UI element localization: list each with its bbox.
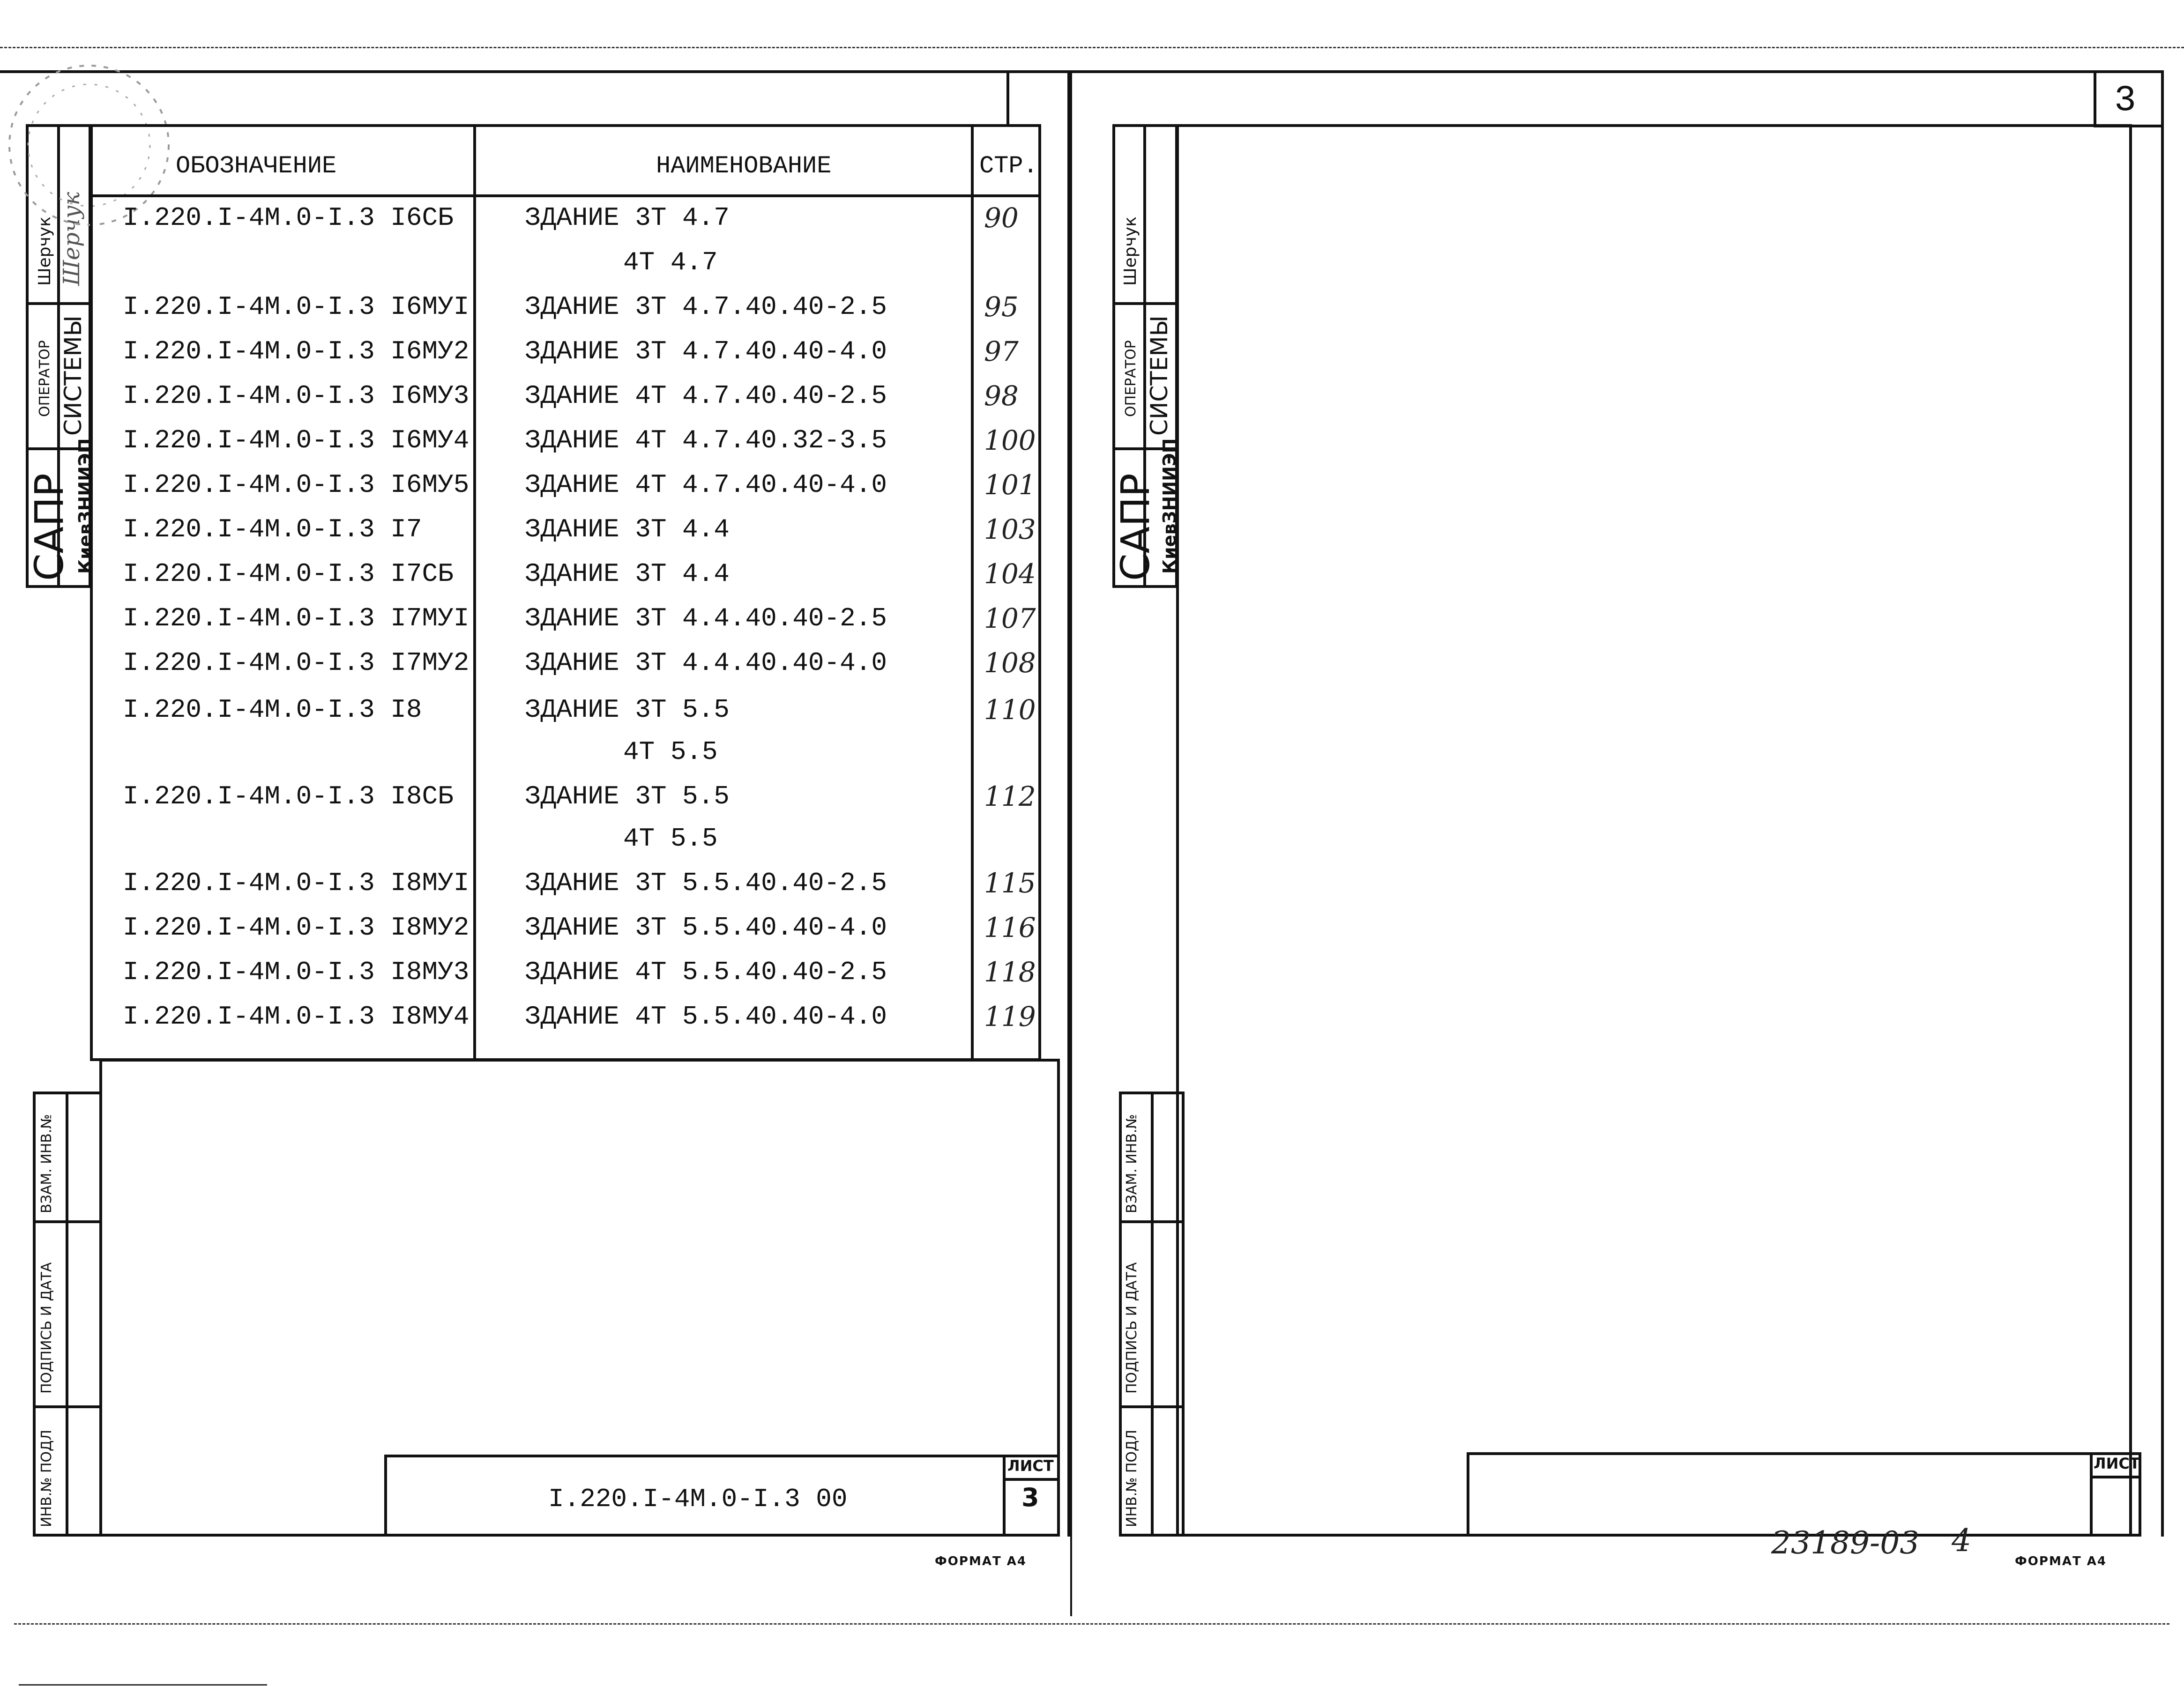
top-corner-box-line: [1006, 70, 1009, 126]
row-name: ЗДАНИЕ 3Т 4.7.40.40-4.0: [525, 336, 887, 366]
row-name: 4Т 5.5: [623, 824, 718, 854]
row-name: ЗДАНИЕ 3Т 4.7.40.40-2.5: [525, 292, 887, 322]
row-page: 112: [984, 780, 1036, 812]
row-page: 90: [984, 202, 1019, 234]
frame-right-line: [1067, 70, 1070, 1537]
scan-line-footer: [19, 1684, 267, 1686]
row-page: 100: [984, 424, 1036, 456]
row-name: ЗДАНИЕ 3Т 4.7: [525, 203, 730, 233]
header-designation: ОБОЗНАЧЕНИЕ: [176, 152, 337, 180]
title-block-divider-right: [2090, 1452, 2093, 1537]
margin-divider-vertical-right: [1151, 1092, 1154, 1537]
row-name: ЗДАНИЕ 3Т 4.4.40.40-2.5: [525, 603, 887, 633]
row-name: ЗДАНИЕ 3Т 4.4.40.40-4.0: [525, 648, 887, 678]
margin-label-replacement-right: ВЗАМ. ИНВ.№: [1124, 1114, 1140, 1213]
stamp-operator-big-right: СИСТЕМЫ: [1146, 315, 1173, 436]
margin-label-replacement: ВЗАМ. ИНВ.№: [38, 1114, 55, 1213]
table-header-line: [90, 194, 1041, 197]
frame-right-line-right: [2161, 70, 2164, 1537]
row-name: ЗДАНИЕ 3Т 5.5: [525, 695, 730, 725]
row-name: ЗДАНИЕ 3Т 4.4: [525, 514, 730, 544]
format-label-left: ФОРМАТ А4: [935, 1554, 1027, 1568]
row-designation: I.220.I-4M.0-I.3 I6МУI: [123, 292, 470, 322]
row-designation: I.220.I-4M.0-I.3 I6МУ4: [123, 425, 470, 455]
row-designation: I.220.I-4M.0-I.3 I7СБ: [123, 559, 454, 589]
table-col-line-2: [971, 124, 974, 1061]
row-designation: I.220.I-4M.0-I.3 I7: [123, 514, 422, 544]
title-block-sheet-divider-right: [2090, 1476, 2141, 1478]
row-name: ЗДАНИЕ 3Т 4.4: [525, 559, 730, 589]
table-col-line-1: [473, 124, 476, 1061]
margin-label-original-inventory-right: ИНВ.№ ПОДЛ: [1124, 1429, 1140, 1527]
row-name: ЗДАНИЕ 4Т 4.7.40.40-2.5: [525, 381, 887, 411]
title-block-divider: [1003, 1455, 1006, 1537]
row-name: ЗДАНИЕ 3Т 5.5.40.40-2.5: [525, 868, 887, 898]
row-page: 104: [984, 558, 1036, 590]
header-name: НАИМЕНОВАНИЕ: [656, 152, 832, 180]
stamp-operator-small: ОПЕРАТОР: [37, 340, 53, 417]
row-designation: I.220.I-4M.0-I.3 I8МУI: [123, 868, 470, 898]
row-designation: I.220.I-4M.0-I.3 I8: [123, 695, 422, 725]
margin-label-signature-date: ПОДПИСЬ И ДАТА: [38, 1262, 55, 1394]
format-label-right: ФОРМАТ А4: [2015, 1554, 2107, 1568]
stamp-org-right: КиевЗНИИЭП: [1159, 438, 1180, 574]
row-page: 95: [984, 291, 1019, 323]
row-name: ЗДАНИЕ 3Т 5.5.40.40-4.0: [525, 913, 887, 943]
row-page: 97: [984, 335, 1019, 367]
archive-number: 23189-03: [1771, 1525, 1920, 1561]
stamp-divider-1-right: [1112, 302, 1178, 305]
row-designation: I.220.I-4M.0-I.3 I6МУ2: [123, 336, 470, 366]
margin-divider-vertical: [66, 1092, 68, 1537]
row-designation: I.220.I-4M.0-I.3 I7МУI: [123, 603, 470, 633]
row-page: 110: [984, 694, 1036, 726]
title-block-right: [1467, 1452, 2141, 1537]
row-designation: I.220.I-4M.0-I.3 I6СБ: [123, 203, 454, 233]
stamp-signature: Шерчук: [59, 192, 85, 286]
row-name: ЗДАНИЕ 4Т 4.7.40.32-3.5: [525, 425, 887, 455]
title-block-sheet-label: ЛИСТ: [1007, 1457, 1054, 1475]
page-number: 3: [2114, 80, 2136, 121]
margin-label-signature-date-right: ПОДПИСЬ И ДАТА: [1124, 1262, 1140, 1394]
sheet-divider-line: [1070, 70, 1072, 1616]
top-frame-line-right: [1072, 70, 2164, 73]
stamp-name: Шерчук: [35, 216, 54, 286]
row-designation: I.220.I-4M.0-I.3 I8МУ3: [123, 957, 470, 987]
row-name: 4Т 5.5: [623, 737, 718, 767]
row-designation: I.220.I-4M.0-I.3 I6МУ3: [123, 381, 470, 411]
row-designation: I.220.I-4M.0-I.3 I8СБ: [123, 781, 454, 811]
row-page: 101: [984, 469, 1036, 501]
archive-sheet: 4: [1952, 1523, 1971, 1559]
row-designation: I.220.I-4M.0-I.3 I7МУ2: [123, 648, 470, 678]
stamp-org: КиевЗНИИЭП: [75, 438, 96, 574]
row-name: 4Т 4.7: [623, 247, 718, 277]
stamp-cad: САПР: [26, 473, 72, 581]
stamp-operator-big: СИСТЕМЫ: [60, 315, 87, 436]
inner-frame-right: [1176, 124, 2132, 1537]
row-page: 115: [984, 867, 1036, 899]
row-page: 107: [984, 602, 1036, 634]
row-name: ЗДАНИЕ 3Т 5.5: [525, 781, 730, 811]
title-block-sheet-divider: [1003, 1478, 1060, 1481]
stamp-name-right: Шерчук: [1121, 216, 1140, 286]
row-page: 98: [984, 380, 1019, 412]
scan-line-top: [0, 47, 2184, 50]
header-page: СТР.: [979, 152, 1038, 180]
row-page: 103: [984, 513, 1036, 545]
row-page: 116: [984, 912, 1036, 943]
title-block-sheet-label-right: ЛИСТ: [2094, 1455, 2140, 1472]
row-designation: I.220.I-4M.0-I.3 I6МУ5: [123, 470, 470, 500]
stamp-cad-right: САПР: [1112, 473, 1158, 581]
scan-line-bottom: [14, 1623, 2169, 1626]
row-page: 108: [984, 647, 1036, 679]
margin-label-original-inventory: ИНВ.№ ПОДЛ: [38, 1429, 55, 1527]
row-name: ЗДАНИЕ 4Т 4.7.40.40-4.0: [525, 470, 887, 500]
stamp-divider-1: [26, 302, 91, 305]
row-designation: I.220.I-4M.0-I.3 I8МУ2: [123, 913, 470, 943]
stamp-operator-small-right: ОПЕРАТОР: [1123, 340, 1139, 417]
row-designation: I.220.I-4M.0-I.3 I8МУ4: [123, 1002, 470, 1032]
row-name: ЗДАНИЕ 4Т 5.5.40.40-4.0: [525, 1002, 887, 1032]
row-page: 119: [984, 1001, 1036, 1032]
row-name: ЗДАНИЕ 4Т 5.5.40.40-2.5: [525, 957, 887, 987]
row-page: 118: [984, 956, 1036, 988]
title-block-sheet-number: 3: [1021, 1483, 1039, 1512]
title-block-designation: I.220.I-4M.0-I.3 00: [548, 1484, 848, 1514]
